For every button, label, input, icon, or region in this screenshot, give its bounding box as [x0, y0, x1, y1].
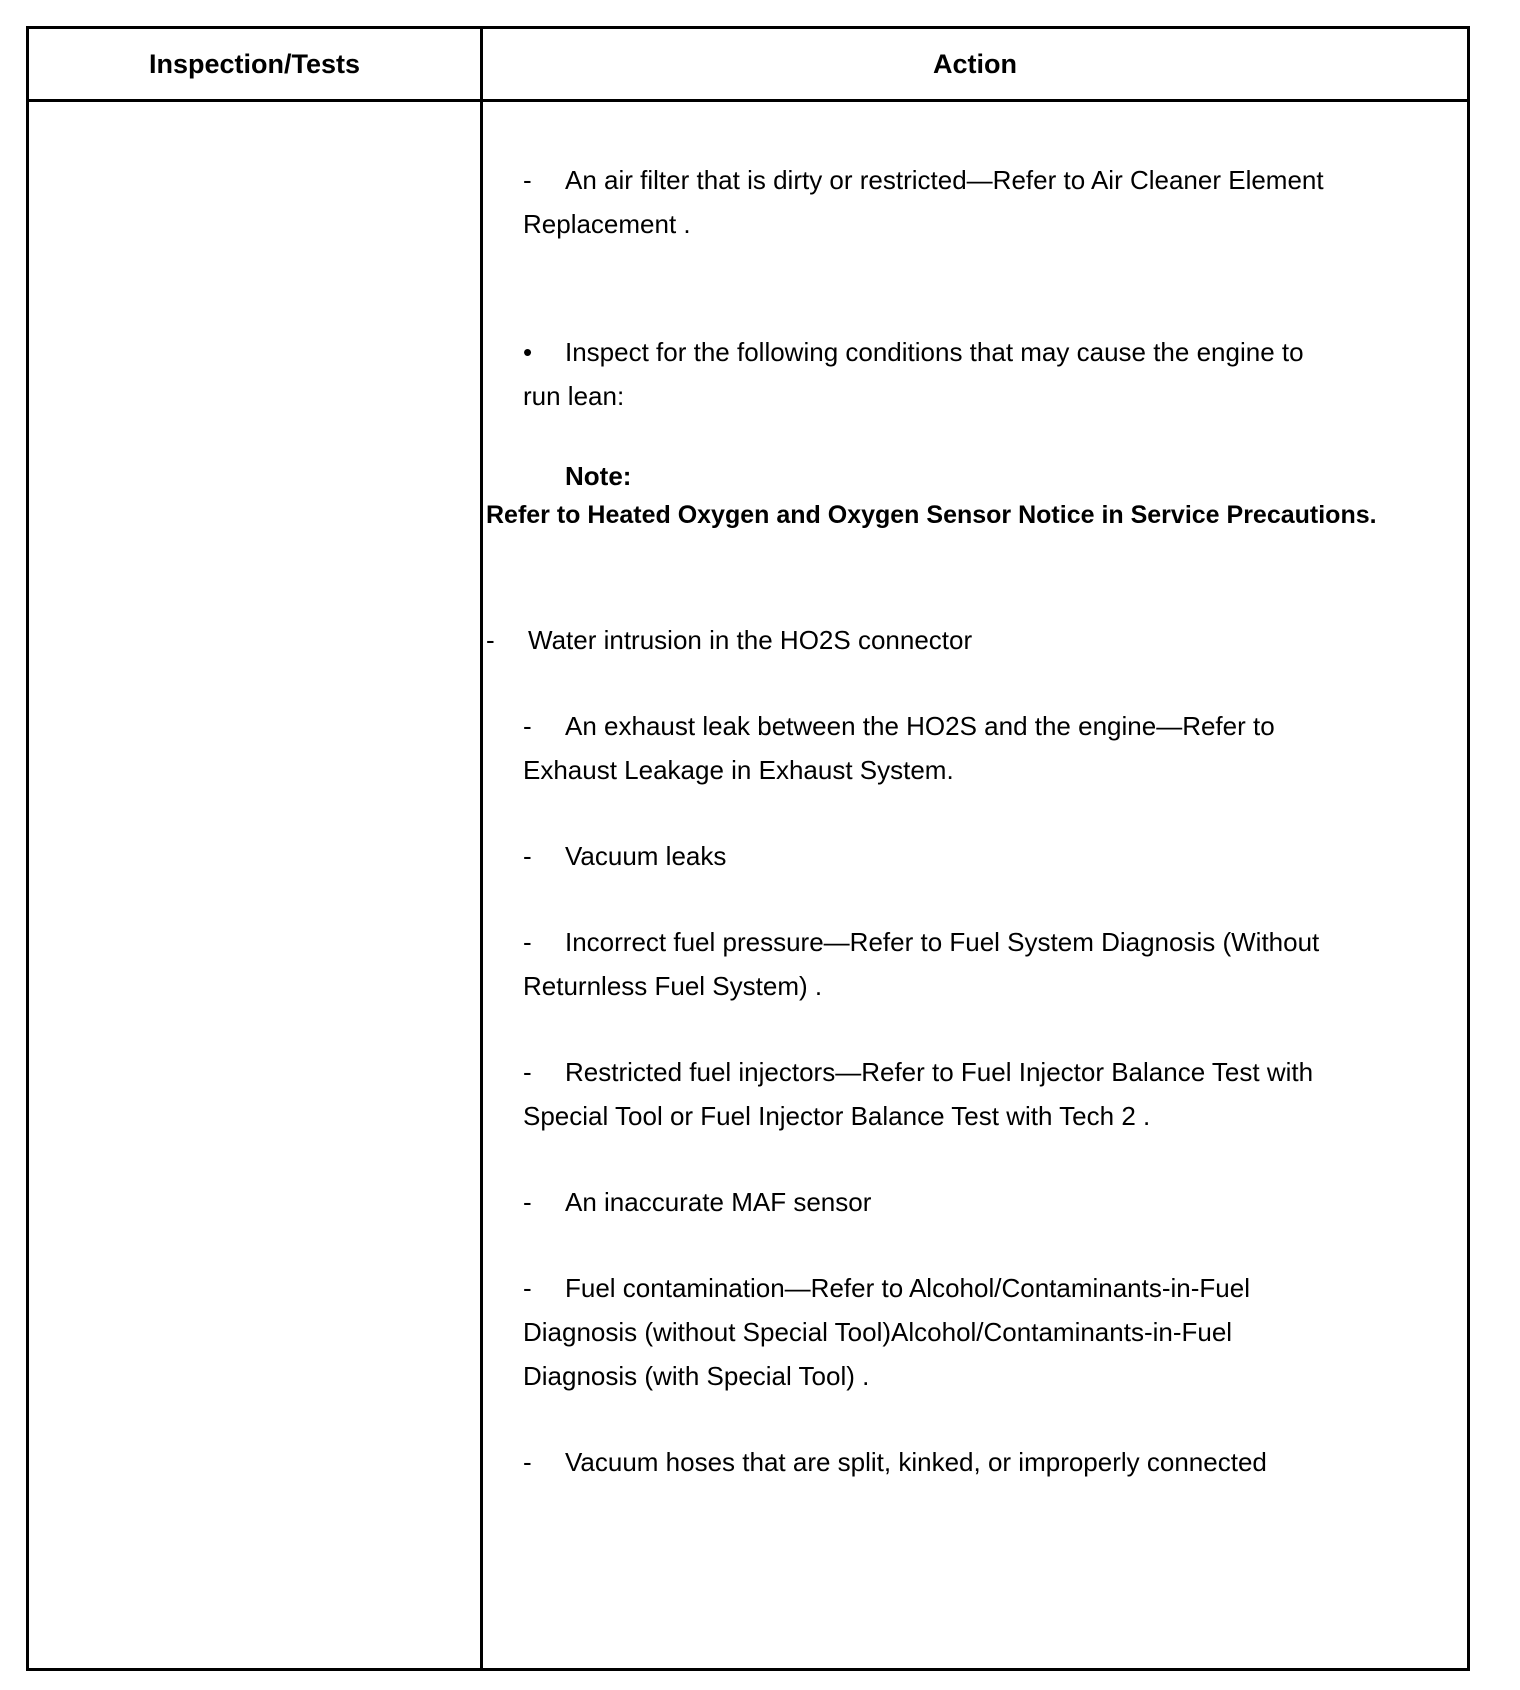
- list-item-air-filter: - An air filter that is dirty or restricted—Refer to Air Cleaner Element: [523, 158, 1324, 202]
- dash-marker: -: [523, 927, 532, 957]
- list-item-air-filter-cont: Replacement .: [523, 209, 691, 239]
- list-item-exhaust-leak: - An exhaust leak between the HO2S and the engine—Refer to: [523, 704, 1275, 748]
- list-item-fuel-injectors-cont: Special Tool or Fuel Injector Balance Test with Tech 2 .: [523, 1101, 1151, 1131]
- list-item-fuel-contamination: - Fuel contamination—Refer to Alcohol/Contaminants-in-Fuel: [523, 1266, 1250, 1310]
- dash-marker: -: [523, 1187, 532, 1217]
- table-header-row: [29, 29, 1467, 102]
- list-item-maf-sensor: - An inaccurate MAF sensor: [523, 1180, 871, 1224]
- dash-marker: -: [523, 165, 532, 195]
- note-label: Note:: [565, 461, 632, 491]
- bullet-item-inspect: • Inspect for the following conditions that may cause the engine to: [523, 330, 1304, 374]
- dash-marker: -: [523, 841, 532, 871]
- list-item-fuel-pressure-cont: Returnless Fuel System) .: [523, 971, 823, 1001]
- inspection-table: [26, 26, 1470, 1671]
- dash-marker: -: [486, 625, 495, 655]
- bullet-item-inspect-cont: run lean:: [523, 381, 625, 411]
- action-cell: [483, 102, 1467, 1668]
- dash-marker: -: [523, 1447, 532, 1477]
- list-item-fuel-pressure: - Incorrect fuel pressure—Refer to Fuel System Diagnosis (Without: [523, 920, 1319, 964]
- list-item-water-intrusion: - Water intrusion in the HO2S connector: [486, 618, 972, 662]
- list-item-fuel-injectors: - Restricted fuel injectors—Refer to Fuel Injector Balance Test with: [523, 1050, 1313, 1094]
- list-item-vacuum-hoses: - Vacuum hoses that are split, kinked, or improperly connected: [523, 1440, 1267, 1484]
- dash-marker: -: [523, 1057, 532, 1087]
- list-item-fuel-contamination-cont2: Diagnosis (with Special Tool) .: [523, 1361, 870, 1391]
- list-item-exhaust-leak-cont: Exhaust Leakage in Exhaust System.: [523, 755, 954, 785]
- list-item-vacuum-leaks: - Vacuum leaks: [523, 834, 726, 878]
- header-inspection-tests: Inspection/Tests: [148, 49, 361, 79]
- header-action: Action: [933, 49, 1017, 79]
- list-item-fuel-contamination-cont: Diagnosis (without Special Tool)Alcohol/Contaminants-in-Fuel: [523, 1317, 1233, 1347]
- dash-marker: -: [523, 1273, 532, 1303]
- note-text: Refer to Heated Oxygen and Oxygen Sensor Notice in Service Precautions.: [486, 501, 1377, 529]
- dash-marker: -: [523, 711, 532, 741]
- bullet-marker: •: [523, 337, 533, 367]
